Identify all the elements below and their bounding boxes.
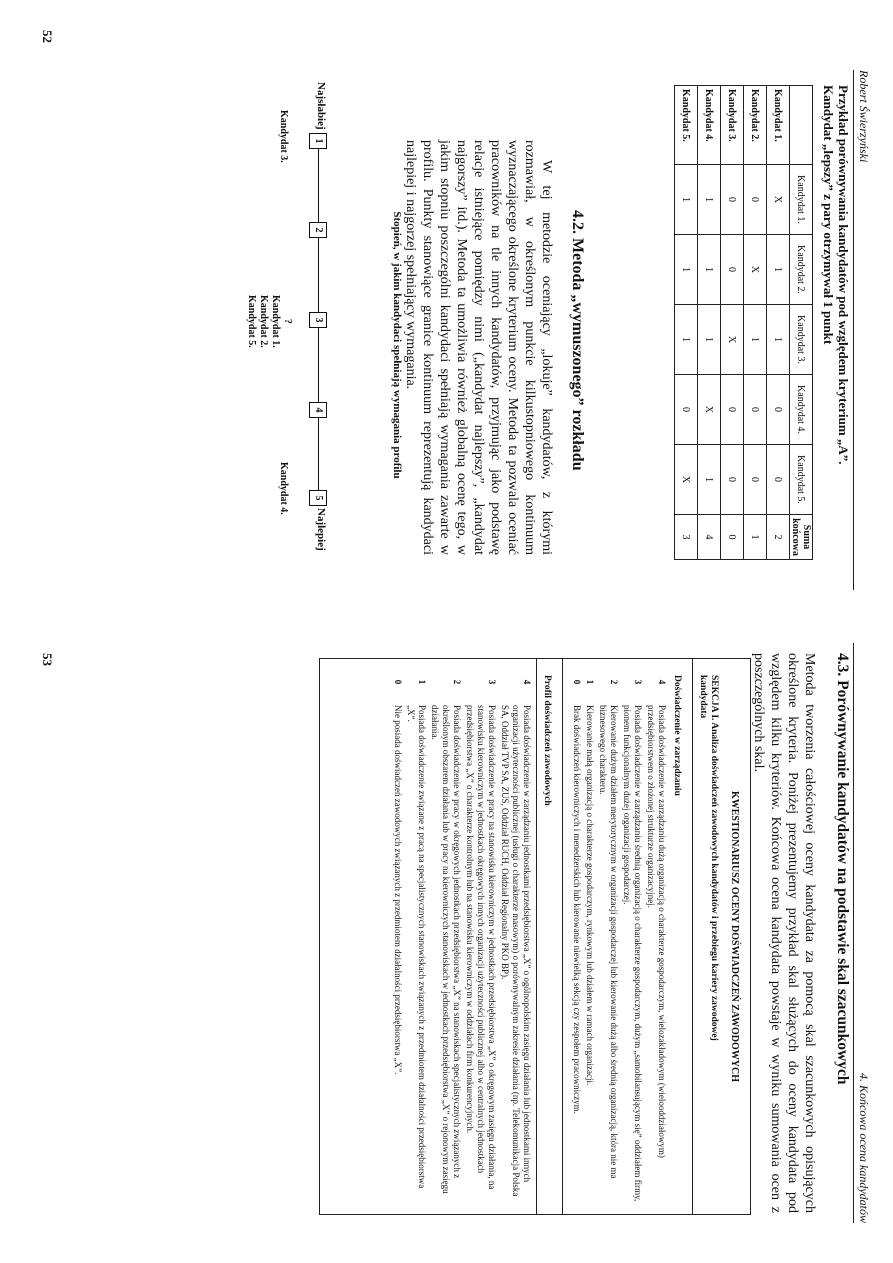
- scale-candidate-label: Kandydat 2.: [258, 295, 269, 348]
- scale-box: 2: [309, 222, 327, 238]
- table-cell: X: [675, 445, 698, 515]
- table-cell: 0: [744, 445, 767, 515]
- score-number: 2: [452, 679, 462, 685]
- table-header: Kandydat 1.: [790, 165, 813, 235]
- list-item: [499, 675, 532, 1204]
- table-cell: 1: [675, 235, 698, 305]
- divider: [536, 659, 537, 1214]
- score-number: 0: [572, 679, 582, 685]
- questionnaire-box: [319, 658, 751, 1215]
- running-header: [853, 643, 871, 1223]
- scale-box: 3: [309, 312, 327, 328]
- score-number: 0: [393, 679, 403, 685]
- row-label: Kandydat 3.: [721, 86, 744, 165]
- table-cell: 2: [767, 515, 790, 560]
- scale-candidate-label: [245, 295, 293, 348]
- row-label: Kandydat 5.: [675, 86, 698, 165]
- table-cell: 1: [675, 165, 698, 235]
- example-caption-2: Kandydat „lepszy” z pary otrzymywał 1 punkt: [821, 85, 836, 345]
- table-cell: 0: [675, 375, 698, 445]
- divider: [692, 659, 693, 1214]
- page-number: 53: [40, 653, 55, 666]
- table-cell: 0: [721, 165, 744, 235]
- scale-candidate-label: Kandydat 1.: [270, 295, 281, 348]
- table-row: [744, 86, 767, 560]
- table-row: [698, 86, 721, 560]
- item-text: Posiada doświadczenie w zarządzaniu jednostkami przedsiębiorstwa „X” o ogólnopolskim zasięgu działania lub jednostkami innych organizacji użyteczności publicznej (usługi o charakterze masowym) o porównywalnym zakresie działania (np. Telekomunikacja Polska SA, Oddział TVP SA, ZUS, Oddział RUCH, Oddział Regionalny PKO BP).: [500, 705, 532, 1197]
- score-number: 2: [609, 679, 619, 685]
- table-header: Kandydat 5.: [790, 445, 813, 515]
- author-name: Robert Świerzyński: [857, 70, 871, 163]
- table-cell: 0: [721, 445, 744, 515]
- score-number: 1: [585, 679, 595, 685]
- table-row: [721, 86, 744, 560]
- score-number: 4: [522, 679, 532, 685]
- list-item: [597, 675, 619, 1204]
- list-item: [464, 675, 497, 1204]
- list-item: [392, 675, 403, 1204]
- table-cell: 4: [698, 515, 721, 560]
- subsection-title: Profil doświadczeń zawodowych: [542, 675, 552, 806]
- table-row: [767, 86, 790, 560]
- scale-box: 5: [309, 490, 327, 506]
- table-cell: 0: [744, 375, 767, 445]
- row-label: Kandydat 2.: [744, 86, 767, 165]
- row-label: Kandydat 4.: [698, 86, 721, 165]
- score-number: 3: [633, 679, 643, 685]
- table-cell: 1: [767, 235, 790, 305]
- item-text: Nie posiada doświadczeń zawodowych związanych z przedmiotem działalności przedsiębiorstwa „X”.: [393, 705, 403, 1075]
- table-cell: 1: [767, 305, 790, 375]
- table-cell: X: [767, 165, 790, 235]
- list-item: [645, 675, 667, 1204]
- example-caption: Przykład porównywania kandydatów pod względem kryterium „A”.: [836, 85, 851, 465]
- table-cell: X: [744, 235, 767, 305]
- table-cell: 0: [744, 165, 767, 235]
- item-text: Posiada doświadczenie w pracy w okręgowych jednostkach przedsiębiorstwa „X” na stanowiskach specjalistycznych związanych z określonym obszarem działania lub w pracy na kierowniczych stanowiskach w jednostkach przedsiębiorstwa „X” o rejonowym zasięgu działania.: [430, 705, 462, 1194]
- list-item: [405, 675, 427, 1204]
- table-cell: 1: [698, 445, 721, 515]
- scale-candidate-label: Kandydat 5.: [246, 295, 257, 348]
- table-cell: 1: [698, 165, 721, 235]
- row-label: Kandydat 1.: [767, 86, 790, 165]
- table-header-row: [790, 86, 813, 560]
- table-cell: 3: [675, 515, 698, 560]
- item-text: Kierowanie dużym działem merytorycznym w organizacji gospodarczej lub kierowanie dużą albo średnią organizacją, która nie ma biznesowego charakteru.: [598, 705, 619, 1179]
- section-heading: 4.3. Porównywanie kandydatów na podstawie skal szacunkowych: [834, 653, 851, 1085]
- page-number: 52: [40, 30, 55, 43]
- scale-candidate-label: Kandydat 3.: [278, 110, 289, 163]
- table-cell: 1: [698, 235, 721, 305]
- chapter-title: 4. Końcowa ocena kandydatów: [857, 1073, 871, 1223]
- item-text: Kierowanie małą organizacją o charakterze gospodarczym, rynkowym lub działem w ramach organizacji.: [585, 705, 595, 1086]
- table-cell: 1: [675, 305, 698, 375]
- list-item: [621, 675, 643, 1204]
- table-cell: 0: [721, 375, 744, 445]
- subsection-title: Doświadczenie w zarządzaniu: [672, 675, 682, 796]
- scale-question-mark: ?: [282, 318, 293, 324]
- table-header: [790, 86, 813, 165]
- list-item: [571, 675, 582, 1204]
- scale-box: 4: [309, 402, 327, 418]
- scale-candidate-label: Kandydat 4.: [278, 462, 289, 515]
- page-53: [33, 633, 893, 1263]
- item-text: Posiada doświadczenie w zarządzaniu średnią organizacją o charakterze gospodarczym, dużym „samobilansującym się” oddziałem firmy, pionem funkcjonalnym dużej organizacji gospodarczej.: [622, 705, 643, 1202]
- page-52: [33, 0, 893, 630]
- table-cell: X: [698, 375, 721, 445]
- scale-left-label: Najsłabiej: [315, 82, 327, 130]
- item-text: Brak doświadczeń kierowniczych i menedżerskich lub kierowanie niewielką sekcją czy zespołem pracowniczym.: [572, 705, 582, 1114]
- list-item: [584, 675, 595, 1204]
- comparison-table: [674, 85, 813, 560]
- table-cell: 0: [767, 375, 790, 445]
- score-number: 3: [487, 679, 497, 685]
- table-cell: 0: [721, 515, 744, 560]
- section-paragraph: Metoda tworzenia całościowej oceny kandydata za pomocą skal szacunkowych opisujących określone kryteria. Poniżej prezentujemy przykład skal służących do oceny kandydata pod względem kilku kryteriów. Końcowa ocena kandydata powstaje w wyniku sumowania ocen z poszczególnych skal.: [751, 653, 817, 1213]
- divider: [562, 659, 563, 1214]
- section-paragraph: W tej metodzie oceniający „lokuje” kandydatów, z którymi rozmawiał, w określonym punkcie kilkustopniowego kontinuum wyznaczającego określone kryterium oceny. Metoda ta pozwala oceniać pracowników na tle innych kandydatów, przyjmując jako podstawę relacje istniejące pomiędzy nimi („kandydat najlepszy”, „kandydat najgorszy” itd.). Metoda ta umożliwia również globalną ocenę tego, w jakim stopniu poszczególni kandydaci spełniają wymagania zawarte w profilu. Punkty stanowiące granice kontinuum reprezentują kandydaci najlepiej i najgorzej spełniający wymagania.: [403, 140, 554, 555]
- running-header: [853, 70, 871, 590]
- table-row: [675, 86, 698, 560]
- table-cell: 0: [767, 445, 790, 515]
- table-header: Kandydat 3.: [790, 305, 813, 375]
- table-cell: 0: [721, 235, 744, 305]
- item-text: Posiada doświadczenie w pracy na stanowisku kierowniczym w jednostkach przedsiębiorstwa „X” o okręgowym zasięgu działania, na stanowisku kierowniczym w jednostkach okręgowych innych organizacji użyteczności publicznej albo w centralnych jednostkach przedsiębiorstwa „X” o charakterze kontrolnym lub na stanowisku kierowniczym w oddziałach firm konkurencyjnych.: [465, 705, 497, 1190]
- table-cell: X: [721, 305, 744, 375]
- section-heading: 4.2. Metoda „wymuszonego” rozkładu: [569, 210, 586, 471]
- table-cell: 1: [698, 305, 721, 375]
- scale-box: 1: [309, 133, 327, 149]
- table-header: Kandydat 4.: [790, 375, 813, 445]
- questionnaire-title: KWESTIONARIUSZ OCENY DOŚWIADCZEŃ ZAWODOWYCH: [729, 790, 740, 1083]
- table-header: Kandydat 2.: [790, 235, 813, 305]
- score-number: 4: [657, 679, 667, 685]
- table-header: Suma końcowa: [790, 515, 813, 560]
- item-text: Posiada doświadczenie w zarządzaniu dużą organizacją o charakterze gospodarczym, wielozakładowym (wielooddziałowym) przedsiębiorstwem o złożonej strukturze organizacyjnej.: [646, 705, 667, 1158]
- questionnaire-section: SEKCJA I. Analiza doświadczeń zawodowych kandydatów i przebiegu kariery zawodowej kandydata: [698, 675, 719, 1041]
- table-cell: 1: [744, 515, 767, 560]
- item-text: Posiada doświadczenie związane z pracą na specjalistycznych stanowiskach związanych z przedmiotem działalności przedsiębiorstwa „X”.: [406, 705, 427, 1189]
- scale-title: Stopień, w jakim kandydaci spełniają wymagania profilu: [391, 211, 403, 479]
- score-number: 1: [417, 679, 427, 685]
- scale-right-label: Najlepiej: [315, 508, 327, 551]
- table-cell: 1: [744, 305, 767, 375]
- list-item: [429, 675, 462, 1204]
